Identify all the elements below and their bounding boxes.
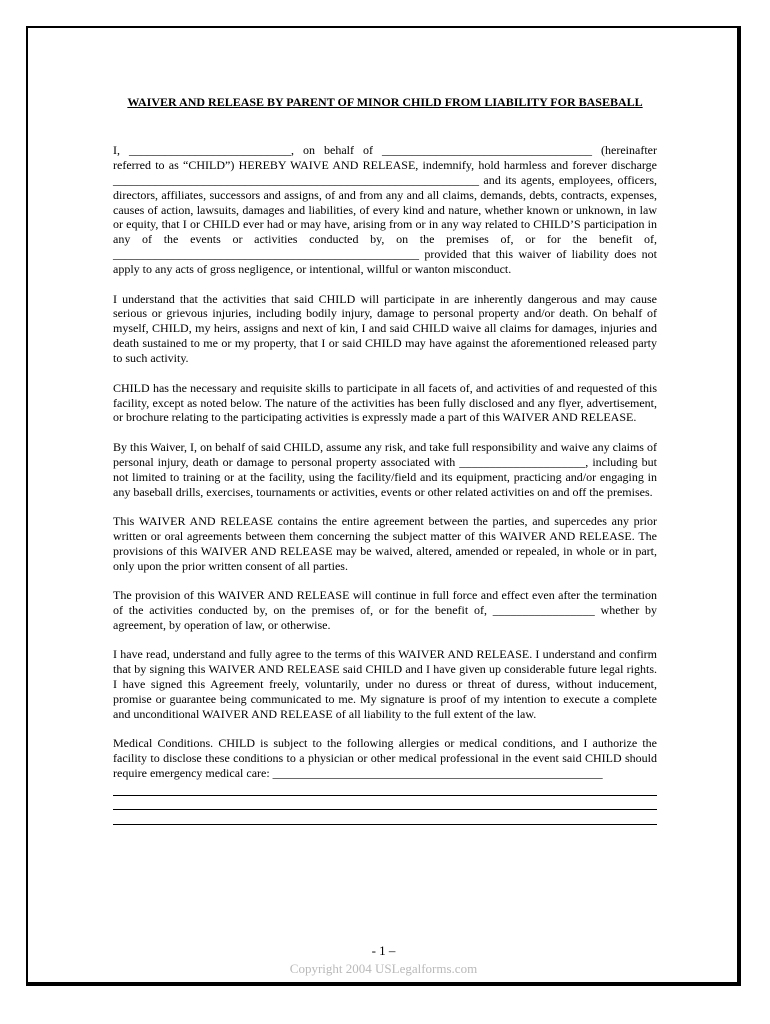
- page-number: - 1 –: [371, 943, 396, 958]
- paragraph-risks: I understand that the activities that said CHILD will participate in are inherently dangerous and may cause serious or grievous injuries, including bodily injury, damage to personal property and/or death. On behalf of myself, CHILD, my heirs, assigns and next of kin, I and said CHILD waive all claims for damages, injuries and death sustained to me or my property, that I or said CHILD may have against the aforementioned released party to such activity.: [113, 291, 657, 366]
- paragraph-medical-conditions: Medical Conditions. CHILD is subject to the following allergies or medical conditions, and I authorize the facility to disclose these conditions to a physician or other medical professional in the event said CHILD should require emergency medical care: _______________________________________________________: [113, 736, 657, 781]
- paragraph-acknowledgement: I have read, understand and fully agree to the terms of this WAIVER AND RELEASE. I understand and confirm that by signing this WAIVER AND RELEASE said CHILD and I have given up considerable future legal rights. I have signed this Agreement freely, voluntarily, under no duress or threat of duress, without inducement, promise or guarantee being communicated to me. My signature is proof of my intention to execute a complete and unconditional WAIVER AND RELEASE of all liability to the full extent of the law.: [113, 647, 657, 721]
- document-body: [113, 95, 657, 825]
- medical-blank-line-3[interactable]: [113, 810, 657, 825]
- copyright-notice: Copyright 2004 USLegalforms.com: [289, 961, 478, 976]
- document-title: WAIVER AND RELEASE BY PARENT OF MINOR CHILD FROM LIABILITY FOR BASEBALL: [127, 95, 643, 109]
- paragraph-skills: CHILD has the necessary and requisite skills to participate in all facets of, and activities of and requested of this facility, except as noted below. The nature of the activities has been fully disclosed and any flyer, advertisement, or brochure relating to the participating activities is expressly made a part of this WAIVER AND RELEASE.: [113, 380, 657, 425]
- paragraph-assume-risk: By this Waiver, I, on behalf of said CHILD, assume any risk, and take full responsibility and waive any claims of personal injury, death or damage to personal property associated with _____________________, including but not limited to training or at the facility, using the facility/field and its equipment, practicing and/or engaging in any baseball drills, exercises, tournaments or activities, events or other related activities on and off the premises.: [113, 439, 657, 499]
- medical-blank-line-1[interactable]: [113, 781, 657, 796]
- paragraph-release: I, ___________________________, on behalf of ___________________________________ (hereinafter referred to as “CHILD”) HEREBY WAIVE AND RELEASE, indemnify, hold harmless and forever discharge _____________________________________________________________ and its agents, employees, officers, directors, affiliates, successors and assigns, of and from any and all claims, demands, debts, contracts, expenses, causes of action, lawsuits, damages and liabilities, of every kind and nature, whether known or unknown, in law or equity, that I or CHILD ever had or may have, arising from or in any way related to CHILD’S participation in any of the events or activities conducted by, on the premises of, or for the benefit of, ___________________________________________________ provided that this waiver of liability does not apply to any acts of gross negligence, or intentional, willful or wanton misconduct.: [113, 142, 657, 277]
- paragraph-entire-agreement: This WAIVER AND RELEASE contains the entire agreement between the parties, and supercedes any prior written or oral agreements between them concerning the subject matter of this WAIVER AND RELEASE. The provisions of this WAIVER AND RELEASE may be waived, altered, amended or repealed, in whole or in part, only upon the prior written consent of all parties.: [113, 513, 657, 573]
- medical-blank-line-2[interactable]: [113, 796, 657, 811]
- paragraph-survival: The provision of this WAIVER AND RELEASE will continue in full force and effect even after the termination of the activities conducted by, on the premises of, or for the benefit of, _________________ whether by agreement, by operation of law, or otherwise.: [113, 588, 657, 632]
